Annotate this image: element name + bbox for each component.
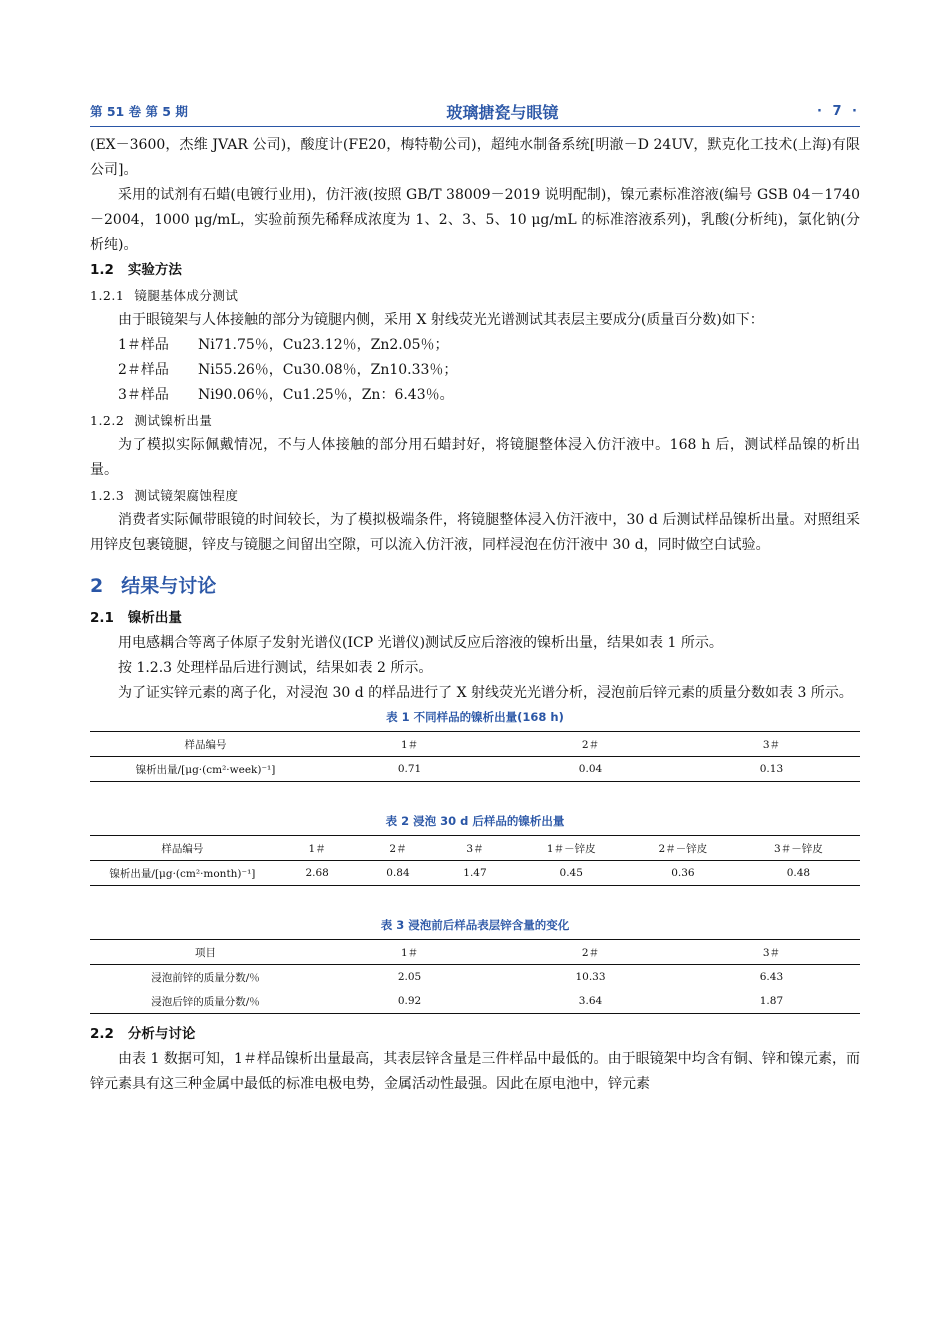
- table-header-cell: 2＃: [581, 946, 600, 959]
- running-header: [90, 96, 860, 127]
- table-header-cell: 1＃: [308, 842, 326, 855]
- paragraph-reagents: 采用的试剂有石蜡(电镀行业用)，仿汗液(按照 GB/T 38009－2019 说明配制)，镍元素标准溶液(编号 GSB 04－1740－2004，1000 μg/mL，实验前预先稀释成浓度为 1、2、3、5、10 μg/mL 的标准溶液系列)，乳酸(分析纯)，氯化钠(分析纯)。: [90, 187, 860, 253]
- table-header-row: [90, 732, 860, 757]
- paragraph-xrf-results: 为了证实锌元素的离子化，对浸泡 30 d 的样品进行了 X 射线荧光光谱分析，浸泡前后锌元素的质量分数如表 3 所示。: [118, 685, 853, 701]
- table-header-cell: 2＃: [389, 842, 407, 855]
- table-row: [90, 965, 860, 990]
- subsection-heading-1-2-2: 1.2.2 测试镍析出量: [90, 413, 213, 428]
- table-2-caption: 表 2 浸泡 30 d 后样品的镍析出量: [385, 814, 565, 828]
- page-number: · 7 ·: [817, 103, 860, 119]
- table-cell: 镍析出量/[μg·(cm²·week)⁻¹]: [135, 763, 276, 776]
- table-cell: 0.45: [559, 867, 583, 879]
- table-cell: 0.92: [397, 995, 422, 1007]
- table-cell: 0.04: [578, 763, 603, 775]
- subsection-heading-1-2-1: 1.2.1 镜腿基体成分测试: [90, 288, 239, 303]
- table-cell: 0.48: [786, 867, 811, 879]
- table-3: [90, 939, 860, 1014]
- paragraph-instruments-cont: (EX－3600，杰维 JVAR 公司)，酸度计(FE20，梅特勒公司)，超纯水制备系统[明澈－D 24UV，默克化工技术(上海)有限公司]。: [90, 137, 860, 178]
- table-cell: 10.33: [575, 971, 606, 983]
- table-cell: 6.43: [759, 971, 784, 983]
- table-header-cell: 2＃: [581, 738, 600, 751]
- table-cell: 镍析出量/[μg·(cm²·month)⁻¹]: [109, 867, 256, 880]
- section-heading-2-2: 2.2 分析与讨论: [90, 1026, 196, 1042]
- subsection-heading-1-2-3: 1.2.3 测试镜架腐蚀程度: [90, 488, 239, 503]
- section-heading-2-1: 2.1 镍析出量: [90, 610, 182, 626]
- table-cell: 0.13: [759, 763, 784, 775]
- sample-composition-2: 2＃样品 Ni55.26％，Cu30.08％，Zn10.33％；: [118, 362, 458, 378]
- table-cell: 0.71: [397, 763, 422, 775]
- sample-composition-3: 3＃样品 Ni90.06％，Cu1.25％，Zn：6.43％。: [118, 387, 454, 403]
- table-header-row: [90, 836, 860, 861]
- table-header-cell: 样品编号: [184, 738, 227, 751]
- table-header-cell: 1＃: [400, 738, 419, 751]
- table-row: [90, 989, 860, 1014]
- table-header-cell: 3＃: [466, 842, 484, 855]
- paragraph-nickel-release-test: 为了模拟实际佩戴情况，不与人体接触的部分用石蜡封好，将镜腿整体浸入仿汗液中。168 h 后，测试样品镍的析出量。: [90, 437, 860, 478]
- table-header-cell: 1＃: [400, 946, 419, 959]
- table-cell: 浸泡后锌的质量分数/％: [151, 995, 260, 1008]
- table-cell: 0.36: [671, 867, 695, 879]
- table-row: [90, 757, 860, 782]
- table-header-cell: 3＃－锌皮: [774, 842, 823, 855]
- paragraph-corrosion-test: 消费者实际佩带眼镜的时间较长，为了模拟极端条件，将镜腿整体浸入仿汗液中，30 d 后测试样品镍析出量。对照组采用锌皮包裹镜腿，锌皮与镜腿之间留出空隙，可以流入仿汗液，同样浸泡在仿汗液中 30 d，同时做空白试验。: [90, 512, 860, 553]
- table-1: [90, 731, 860, 782]
- table-header-cell: 项目: [195, 946, 216, 959]
- table-cell: 1.87: [759, 995, 784, 1007]
- paragraph-analysis: 由表 1 数据可知，1＃样品镍析出量最高，其表层锌含量是三件样品中最低的。由于眼镜架中均含有铜、锌和镍元素，而锌元素具有这三种金属中最低的标准电极电势，金属活动性最强。因此在原电池中，锌元素: [90, 1051, 860, 1092]
- section-heading-2: 2 结果与讨论: [90, 575, 217, 597]
- paragraph-substrate-composition: 由于眼镜架与人体接触的部分为镜腿内侧，采用 X 射线荧光光谱测试其表层主要成分(质量百分数)如下：: [118, 312, 764, 328]
- sample-composition-1: 1＃样品 Ni71.75％，Cu23.12％，Zn2.05％；: [118, 337, 449, 353]
- table-cell: 2.05: [397, 971, 422, 983]
- journal-title: 玻璃搪瓷与眼镜: [446, 102, 559, 122]
- paragraph-table2-ref: 按 1.2.3 处理样品后进行测试，结果如表 2 所示。: [118, 660, 433, 676]
- table-header-cell: 3＃: [762, 738, 781, 751]
- paper-page: [90, 96, 860, 1097]
- table-cell: 2.68: [305, 867, 329, 879]
- table-header-cell: 样品编号: [161, 842, 204, 855]
- table-header-row: [90, 940, 860, 965]
- table-cell: 1.47: [463, 867, 487, 879]
- journal-volume-issue: 第 51 卷 第 5 期: [90, 104, 188, 119]
- table-1-caption: 表 1 不同样品的镍析出量(168 h): [386, 710, 564, 724]
- section-heading-1-2: 1.2 实验方法: [90, 262, 182, 278]
- paragraph-icp-results: 用电感耦合等离子体原子发射光谱仪(ICP 光谱仪)测试反应后溶液的镍析出量，结果如表 1 所示。: [118, 635, 723, 651]
- table-cell: 浸泡前锌的质量分数/％: [151, 971, 260, 984]
- table-cell: 0.84: [386, 867, 410, 879]
- table-header-cell: 3＃: [762, 946, 781, 959]
- table-header-cell: 2＃－锌皮: [658, 842, 708, 855]
- table-header-cell: 1＃－锌皮: [546, 842, 596, 855]
- table-3-caption: 表 3 浸泡前后样品表层锌含量的变化: [380, 918, 570, 932]
- table-row: [90, 861, 860, 886]
- table-cell: 3.64: [578, 995, 603, 1007]
- table-2: [90, 835, 860, 886]
